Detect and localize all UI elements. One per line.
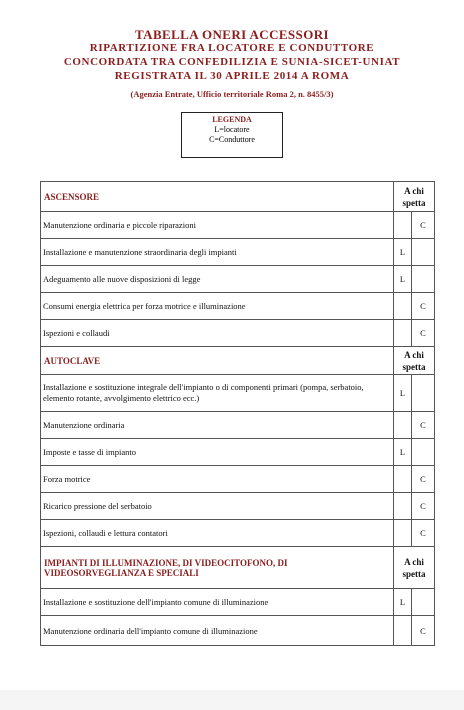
subtitle-line-2: CONCORDATA TRA CONFEDILIZIA E SUNIA-SICET-UNIAT [63, 56, 401, 68]
conduttore-cell: C [412, 293, 435, 320]
table-row [41, 239, 435, 266]
charge-description: Imposte e tasse di impianto [41, 439, 394, 466]
conduttore-cell: C [412, 616, 435, 646]
charge-description: Manutenzione ordinaria dell'impianto comune di illuminazione [41, 616, 394, 646]
locatore-cell [394, 520, 412, 547]
table-row [41, 320, 435, 347]
conduttore-cell: C [412, 212, 435, 239]
locatore-cell [394, 493, 412, 520]
locatore-cell: L [394, 375, 412, 412]
table-row [41, 589, 435, 616]
section-title: IMPIANTI DI ILLUMINAZIONE, DI VIDEOCITOFONO, DI VIDEOSORVEGLIANZA E SPECIALI [41, 547, 394, 589]
conduttore-cell: C [412, 493, 435, 520]
locatore-cell: L [394, 266, 412, 293]
section-header-row [41, 347, 435, 375]
table-row [41, 520, 435, 547]
charge-description: Manutenzione ordinaria [41, 412, 394, 439]
locatore-cell: L [394, 589, 412, 616]
section-header-row [41, 547, 435, 589]
locatore-cell [394, 293, 412, 320]
legend-title: LEGENDA [212, 115, 252, 124]
table-row [41, 266, 435, 293]
table-row [41, 375, 435, 412]
conduttore-cell: C [412, 320, 435, 347]
conduttore-cell [412, 589, 435, 616]
table-row [41, 616, 435, 646]
locatore-cell [394, 412, 412, 439]
charge-description: Ispezioni, collaudi e lettura contatori [41, 520, 394, 547]
locatore-cell [394, 212, 412, 239]
table-row [41, 439, 435, 466]
conduttore-cell [412, 239, 435, 266]
charge-description: Forza motrice [41, 466, 394, 493]
legend-conduttore: C=Conduttore [209, 135, 255, 144]
charge-description: Installazione e sostituzione dell'impianto comune di illuminazione [41, 589, 394, 616]
legend-locatore: L=locatore [214, 125, 250, 134]
charge-description: Installazione e sostituzione integrale dell'impianto o di componenti primari (pompa, serbatoio, elemento rotante, avvolgimento elettrico ecc.) [41, 375, 394, 412]
table-row [41, 493, 435, 520]
conduttore-cell [412, 439, 435, 466]
section-header-row [41, 182, 435, 212]
a-chi-spetta-header: A chi spetta [394, 547, 435, 589]
a-chi-spetta-header: A chi spetta [394, 347, 435, 375]
conduttore-cell [412, 266, 435, 293]
table-row [41, 466, 435, 493]
locatore-cell: L [394, 239, 412, 266]
table-row [41, 293, 435, 320]
locatore-cell [394, 466, 412, 493]
conduttore-cell: C [412, 466, 435, 493]
charge-description: Consumi energia elettrica per forza motrice e illuminazione [41, 293, 394, 320]
section-title: AUTOCLAVE [41, 347, 394, 375]
conduttore-cell: C [412, 520, 435, 547]
charge-description: Installazione e manutenzione straordinaria degli impianti [41, 239, 394, 266]
section-title: ASCENSORE [41, 182, 394, 212]
legend-box [181, 112, 283, 158]
charge-description: Ricarico pressione del serbatoio [41, 493, 394, 520]
charge-description: Adeguamento alle nuove disposizioni di legge [41, 266, 394, 293]
registration-note: (Agenzia Entrate, Ufficio territoriale Roma 2, n. 8455/3) [130, 89, 334, 99]
charge-description: Manutenzione ordinaria e piccole riparazioni [41, 212, 394, 239]
charges-table [40, 181, 435, 646]
locatore-cell [394, 320, 412, 347]
subtitle-line-1: RIPARTIZIONE FRA LOCATORE E CONDUTTORE [89, 42, 375, 54]
conduttore-cell [412, 375, 435, 412]
table-row [41, 412, 435, 439]
table-row [41, 212, 435, 239]
locatore-cell: L [394, 439, 412, 466]
document-title: TABELLA ONERI ACCESSORI [135, 27, 329, 42]
conduttore-cell: C [412, 412, 435, 439]
subtitle-line-3: REGISTRATA IL 30 APRILE 2014 A ROMA [114, 70, 350, 82]
a-chi-spetta-header: A chi spetta [394, 182, 435, 212]
locatore-cell [394, 616, 412, 646]
charge-description: Ispezioni e collaudi [41, 320, 394, 347]
